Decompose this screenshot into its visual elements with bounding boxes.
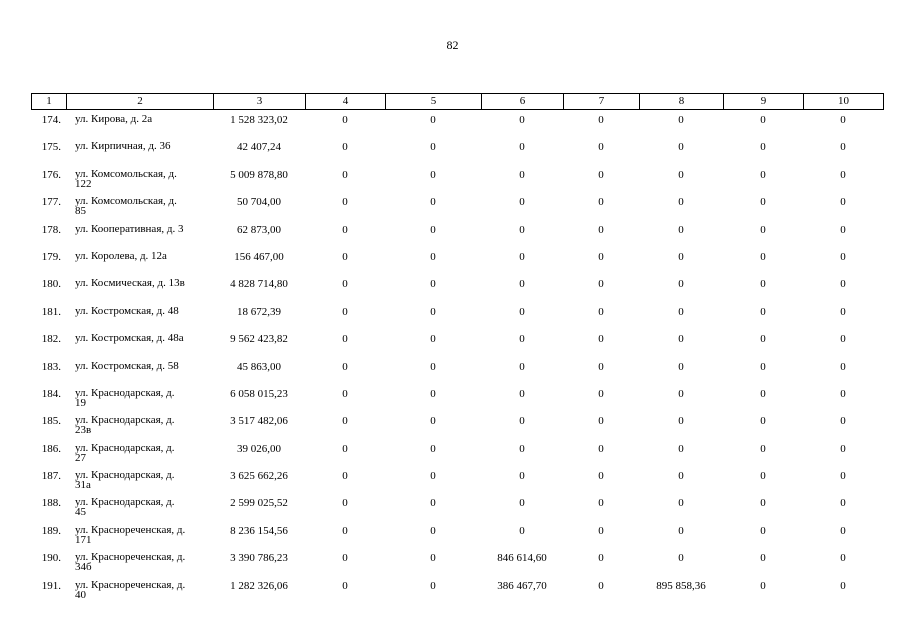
value-cell-col-5: 0: [430, 497, 436, 510]
value-cell-col-8: 895 858,36: [656, 579, 706, 592]
value-cell-col-5: 0: [430, 114, 436, 126]
row-number: 180.: [41, 278, 61, 291]
value-cell-col-6: 0: [519, 387, 525, 400]
value-cell-col-5: 0: [430, 470, 436, 483]
value-cell-col-7: 0: [598, 114, 604, 126]
value-cell-col-8: 0: [678, 497, 684, 510]
value-cell-col-6: 846 614,60: [497, 552, 547, 565]
address-line: ул. Костромская, д. 58: [75, 359, 179, 372]
value-cell-col-8: 0: [678, 250, 684, 263]
value-cell-col-9: 0: [760, 141, 766, 154]
address-line: 19: [75, 396, 86, 409]
value-cell-col-10: 0: [840, 415, 846, 428]
value-cell-col-8: 0: [678, 278, 684, 291]
value-cell-col-9: 0: [760, 360, 766, 373]
row-number: 177.: [41, 196, 61, 209]
column-header-table: [31, 93, 884, 110]
value-cell-col-4: 0: [342, 141, 348, 154]
value-cell-col-6: 0: [519, 442, 525, 455]
address-cell: [75, 525, 215, 545]
row-number: 186.: [41, 442, 61, 455]
address-line: 45: [75, 506, 86, 519]
value-cell-col-10: 0: [840, 223, 846, 236]
value-cell-col-5: 0: [430, 278, 436, 291]
row-number: 174.: [41, 114, 61, 126]
value-cell-col-5: 0: [430, 223, 436, 236]
address-line: ул. Краснодарская, д.: [75, 414, 175, 427]
address-line: ул. Костромская, д. 48а: [75, 332, 184, 345]
value-cell-col-6: 386 467,70: [497, 579, 547, 592]
value-cell-col-8: 0: [678, 114, 684, 126]
address-line: 27: [75, 451, 86, 464]
value-cell-col-10: 0: [840, 552, 846, 565]
amount-cell: 2 599 025,52: [230, 497, 288, 510]
value-cell-col-4: 0: [342, 114, 348, 126]
address-cell: [75, 278, 215, 288]
row-number: 175.: [41, 141, 61, 154]
value-cell-col-6: 0: [519, 141, 525, 154]
value-cell-col-5: 0: [430, 196, 436, 209]
page-number: 82: [446, 38, 459, 52]
value-cell-col-10: 0: [840, 579, 846, 592]
value-cell-col-7: 0: [598, 415, 604, 428]
amount-cell: 18 672,39: [237, 305, 281, 318]
value-cell-col-4: 0: [342, 168, 348, 181]
column-header: 10: [804, 94, 884, 110]
value-cell-col-4: 0: [342, 387, 348, 400]
row-number: 184.: [41, 387, 61, 400]
address-line: 85: [75, 205, 86, 218]
value-cell-col-9: 0: [760, 223, 766, 236]
value-cell-col-10: 0: [840, 524, 846, 537]
address-cell: [75, 580, 215, 600]
row-number: 178.: [41, 223, 61, 236]
column-header: 9: [724, 94, 804, 110]
value-cell-col-4: 0: [342, 552, 348, 565]
value-cell-col-5: 0: [430, 415, 436, 428]
value-cell-col-7: 0: [598, 497, 604, 510]
address-line: 34б: [75, 561, 92, 574]
address-cell: [75, 497, 215, 517]
value-cell-col-9: 0: [760, 415, 766, 428]
row-number: 191.: [41, 579, 61, 592]
address-line: ул. Краснореченская, д.: [75, 523, 186, 536]
address-cell: [75, 415, 215, 435]
address-cell: [75, 141, 215, 151]
amount-cell: 4 828 714,80: [230, 278, 288, 291]
value-cell-col-8: 0: [678, 141, 684, 154]
address-cell: [75, 361, 215, 371]
value-cell-col-5: 0: [430, 305, 436, 318]
value-cell-col-9: 0: [760, 579, 766, 592]
amount-cell: 5 009 878,80: [230, 168, 288, 181]
value-cell-col-10: 0: [840, 168, 846, 181]
row-number: 181.: [41, 305, 61, 318]
value-cell-col-7: 0: [598, 442, 604, 455]
value-cell-col-8: 0: [678, 333, 684, 346]
value-cell-col-7: 0: [598, 305, 604, 318]
address-line: ул. Кирпичная, д. 36: [75, 140, 171, 153]
address-cell: [75, 196, 215, 216]
address-line: 40: [75, 588, 86, 601]
value-cell-col-4: 0: [342, 470, 348, 483]
value-cell-col-5: 0: [430, 579, 436, 592]
value-cell-col-4: 0: [342, 223, 348, 236]
column-header: 7: [564, 94, 640, 110]
amount-cell: 9 562 423,82: [230, 333, 288, 346]
value-cell-col-10: 0: [840, 141, 846, 154]
value-cell-col-10: 0: [840, 114, 846, 126]
value-cell-col-8: 0: [678, 552, 684, 565]
value-cell-col-10: 0: [840, 278, 846, 291]
address-line: ул. Костромская, д. 48: [75, 304, 179, 317]
address-line: ул. Краснодарская, д.: [75, 469, 175, 482]
value-cell-col-4: 0: [342, 278, 348, 291]
column-header-row: [32, 94, 884, 110]
value-cell-col-10: 0: [840, 470, 846, 483]
address-line: ул. Кооперативная, д. 3: [75, 222, 184, 235]
address-line: ул. Краснодарская, д.: [75, 496, 175, 509]
value-cell-col-8: 0: [678, 196, 684, 209]
row-number: 189.: [41, 524, 61, 537]
address-line: ул. Королева, д. 12а: [75, 249, 167, 262]
value-cell-col-10: 0: [840, 360, 846, 373]
row-number: 179.: [41, 250, 61, 263]
value-cell-col-4: 0: [342, 442, 348, 455]
value-cell-col-6: 0: [519, 278, 525, 291]
address-cell: [75, 470, 215, 490]
value-cell-col-4: 0: [342, 524, 348, 537]
value-cell-col-9: 0: [760, 497, 766, 510]
amount-cell: 39 026,00: [237, 442, 281, 455]
value-cell-col-7: 0: [598, 141, 604, 154]
value-cell-col-6: 0: [519, 470, 525, 483]
value-cell-col-4: 0: [342, 579, 348, 592]
value-cell-col-8: 0: [678, 305, 684, 318]
value-cell-col-10: 0: [840, 387, 846, 400]
value-cell-col-8: 0: [678, 387, 684, 400]
value-cell-col-7: 0: [598, 360, 604, 373]
value-cell-col-9: 0: [760, 333, 766, 346]
value-cell-col-9: 0: [760, 387, 766, 400]
address-line: 122: [75, 177, 92, 190]
value-cell-col-6: 0: [519, 360, 525, 373]
value-cell-col-8: 0: [678, 442, 684, 455]
value-cell-col-7: 0: [598, 579, 604, 592]
value-cell-col-6: 0: [519, 223, 525, 236]
value-cell-col-5: 0: [430, 552, 436, 565]
address-cell: [75, 114, 215, 124]
column-header: 1: [32, 94, 67, 110]
value-cell-col-7: 0: [598, 278, 604, 291]
row-number: 183.: [41, 360, 61, 373]
address-line: ул. Кирова, д. 2а: [75, 113, 153, 125]
value-cell-col-6: 0: [519, 250, 525, 263]
amount-cell: 3 390 786,23: [230, 552, 288, 565]
value-cell-col-5: 0: [430, 442, 436, 455]
value-cell-col-10: 0: [840, 305, 846, 318]
value-cell-col-4: 0: [342, 333, 348, 346]
value-cell-col-10: 0: [840, 250, 846, 263]
value-cell-col-6: 0: [519, 415, 525, 428]
value-cell-col-9: 0: [760, 442, 766, 455]
value-cell-col-5: 0: [430, 168, 436, 181]
value-cell-col-7: 0: [598, 387, 604, 400]
value-cell-col-7: 0: [598, 333, 604, 346]
value-cell-col-9: 0: [760, 552, 766, 565]
value-cell-col-7: 0: [598, 168, 604, 181]
address-line: ул. Краснодарская, д.: [75, 441, 175, 454]
address-cell: [75, 224, 215, 234]
amount-cell: 42 407,24: [237, 141, 281, 154]
value-cell-col-10: 0: [840, 497, 846, 510]
value-cell-col-9: 0: [760, 114, 766, 126]
value-cell-col-6: 0: [519, 168, 525, 181]
value-cell-col-6: 0: [519, 305, 525, 318]
value-cell-col-9: 0: [760, 470, 766, 483]
value-cell-col-10: 0: [840, 333, 846, 346]
address-line: 23в: [75, 424, 92, 437]
column-header: 5: [386, 94, 482, 110]
amount-cell: 45 863,00: [237, 360, 281, 373]
column-header: 6: [482, 94, 564, 110]
address-cell: [75, 443, 215, 463]
address-cell: [75, 552, 215, 572]
row-number: 190.: [41, 552, 61, 565]
address-line: ул. Краснодарская, д.: [75, 386, 175, 399]
value-cell-col-9: 0: [760, 168, 766, 181]
value-cell-col-5: 0: [430, 387, 436, 400]
address-line: ул. Комсомольская, д.: [75, 195, 177, 208]
value-cell-col-7: 0: [598, 552, 604, 565]
value-cell-col-4: 0: [342, 497, 348, 510]
amount-cell: 1 282 326,06: [230, 579, 288, 592]
value-cell-col-9: 0: [760, 524, 766, 537]
value-cell-col-9: 0: [760, 250, 766, 263]
value-cell-col-4: 0: [342, 196, 348, 209]
value-cell-col-8: 0: [678, 360, 684, 373]
value-cell-col-6: 0: [519, 524, 525, 537]
address-cell: [75, 388, 215, 408]
column-header: 2: [67, 94, 214, 110]
amount-cell: 6 058 015,23: [230, 387, 288, 400]
value-cell-col-4: 0: [342, 305, 348, 318]
amount-cell: 62 873,00: [237, 223, 281, 236]
address-line: 171: [75, 533, 92, 546]
amount-cell: 50 704,00: [237, 196, 281, 209]
row-number: 182.: [41, 333, 61, 346]
value-cell-col-7: 0: [598, 223, 604, 236]
value-cell-col-6: 0: [519, 196, 525, 209]
amount-cell: 8 236 154,56: [230, 524, 288, 537]
address-line: 31а: [75, 479, 91, 492]
address-line: ул. Краснореченская, д.: [75, 578, 186, 591]
row-number: 187.: [41, 470, 61, 483]
value-cell-col-7: 0: [598, 470, 604, 483]
value-cell-col-4: 0: [342, 360, 348, 373]
row-number: 188.: [41, 497, 61, 510]
column-header: 4: [306, 94, 386, 110]
address-line: ул. Космическая, д. 13в: [75, 277, 185, 290]
value-cell-col-5: 0: [430, 524, 436, 537]
address-cell: [75, 306, 215, 316]
value-cell-col-9: 0: [760, 278, 766, 291]
value-cell-col-4: 0: [342, 415, 348, 428]
row-number: 185.: [41, 415, 61, 428]
address-cell: [75, 169, 215, 189]
value-cell-col-8: 0: [678, 470, 684, 483]
value-cell-col-8: 0: [678, 168, 684, 181]
value-cell-col-5: 0: [430, 360, 436, 373]
address-line: ул. Краснореченская, д.: [75, 551, 186, 564]
amount-cell: 1 528 323,02: [230, 114, 288, 126]
value-cell-col-5: 0: [430, 250, 436, 263]
value-cell-col-10: 0: [840, 196, 846, 209]
value-cell-col-7: 0: [598, 196, 604, 209]
value-cell-col-5: 0: [430, 141, 436, 154]
value-cell-col-7: 0: [598, 250, 604, 263]
value-cell-col-8: 0: [678, 524, 684, 537]
address-cell: [75, 251, 215, 261]
amount-cell: 3 625 662,26: [230, 470, 288, 483]
value-cell-col-8: 0: [678, 223, 684, 236]
value-cell-col-8: 0: [678, 415, 684, 428]
value-cell-col-6: 0: [519, 497, 525, 510]
amount-cell: 3 517 482,06: [230, 415, 288, 428]
address-line: ул. Комсомольская, д.: [75, 167, 177, 180]
row-number: 176.: [41, 168, 61, 181]
amount-cell: 156 467,00: [234, 250, 284, 263]
value-cell-col-6: 0: [519, 333, 525, 346]
value-cell-col-4: 0: [342, 250, 348, 263]
value-cell-col-5: 0: [430, 333, 436, 346]
value-cell-col-7: 0: [598, 524, 604, 537]
address-cell: [75, 333, 215, 343]
column-header: 8: [640, 94, 724, 110]
value-cell-col-10: 0: [840, 442, 846, 455]
value-cell-col-6: 0: [519, 114, 525, 126]
value-cell-col-9: 0: [760, 305, 766, 318]
value-cell-col-9: 0: [760, 196, 766, 209]
column-header: 3: [214, 94, 306, 110]
